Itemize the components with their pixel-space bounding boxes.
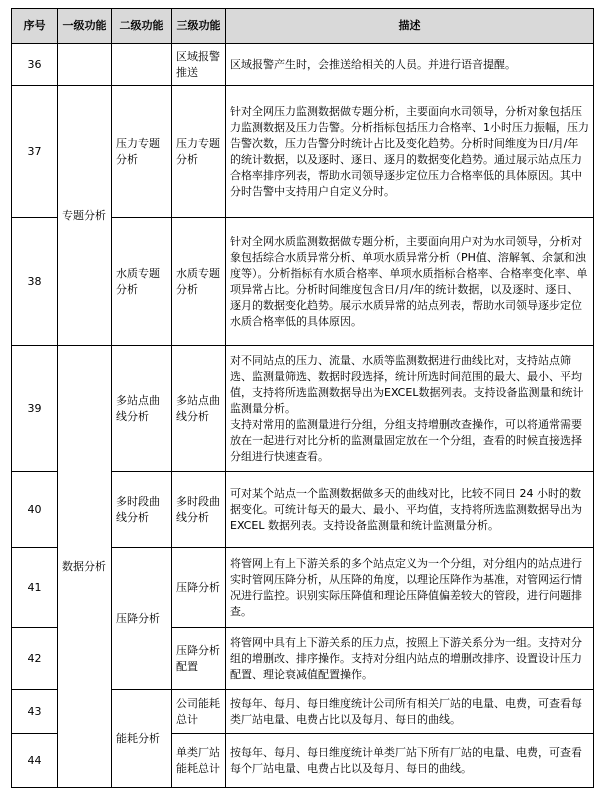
function-table bbox=[11, 8, 594, 788]
row-level2: 压降分析 bbox=[112, 548, 172, 690]
row-desc: 按每年、每月、每日维度统计单类厂站下所有厂站的电量、电费，可查看每个厂站电量、电费占比以及每月、每日的曲线。 bbox=[226, 734, 594, 788]
row-level3: 压降分析 bbox=[172, 548, 226, 628]
row-level2: 能耗分析 bbox=[112, 690, 172, 788]
row-level3: 单类厂站能耗总计 bbox=[172, 734, 226, 788]
table-row bbox=[12, 346, 594, 472]
row-level3: 压力专题分析 bbox=[172, 86, 226, 218]
header-level2: 二级功能 bbox=[112, 9, 172, 44]
row-desc: 按每年、每月、每日维度统计公司所有相关厂站的电量、电费，可查看每类厂站电量、电费占比以及每月、每日的曲线。 bbox=[226, 690, 594, 734]
row-seq: 44 bbox=[12, 734, 58, 788]
row-seq: 41 bbox=[12, 548, 58, 628]
header-seq: 序号 bbox=[12, 9, 58, 44]
row-desc: 区域报警产生时，会推送给相关的人员。并进行语音提醒。 bbox=[226, 44, 594, 86]
row-seq: 36 bbox=[12, 44, 58, 86]
row-level2: 水质专题分析 bbox=[112, 218, 172, 346]
row-level3: 公司能耗总计 bbox=[172, 690, 226, 734]
row-seq: 38 bbox=[12, 218, 58, 346]
row-level2: 多时段曲线分析 bbox=[112, 472, 172, 548]
row-seq: 40 bbox=[12, 472, 58, 548]
row-seq: 37 bbox=[12, 86, 58, 218]
row-level3: 区域报警推送 bbox=[172, 44, 226, 86]
row-level2: 压力专题分析 bbox=[112, 86, 172, 218]
row-level1 bbox=[58, 44, 112, 86]
table-row bbox=[12, 86, 594, 218]
row-desc: 将管网中具有上下游关系的压力点，按照上下游关系分为一组。支持对分组的增删改、排序操作。支持对分组内站点的增删改排序、设置设计压力配置、理论衰减值配置操作。 bbox=[226, 628, 594, 690]
row-desc: 针对全网水质监测数据做专题分析，主要面向用户对为水司领导，分析对象包括综合水质异常分析、单项水质异常分析（PH值、溶解氧、余氯和浊度等）。分析指标有水质合格率、单项水质指标合格率、合格率变化率、单项异常占比。分析时间维度包含日/月/年的统计数据，以及逐时、逐日、逐月的数据变化趋势。展示水质异常的站点列表，帮助水司领导逐步定位水质合格率低的具体原因。 bbox=[226, 218, 594, 346]
row-level3: 多时段曲线分析 bbox=[172, 472, 226, 548]
row-seq: 39 bbox=[12, 346, 58, 472]
row-desc: 针对全网压力监测数据做专题分析，主要面向水司领导，分析对象包括压力监测数据及压力告警。分析指标包括压力合格率、1小时压力振幅，压力告警次数，压力告警分时统计占比及变化趋势。分析时间维度为日/月/年的统计数据，以及逐时、逐日、逐月的数据变化趋势。通过展示站点压力合格率排序列表，帮助水司领导逐步定位压力合格率低的具体原因。其中分时告警中支持用户自定义分时。 bbox=[226, 86, 594, 218]
row-level1: 数据分析 bbox=[58, 346, 112, 788]
row-level1: 专题分析 bbox=[58, 86, 112, 346]
row-level3: 多站点曲线分析 bbox=[172, 346, 226, 472]
header-row bbox=[12, 9, 594, 44]
row-level2 bbox=[112, 44, 172, 86]
row-level3: 水质专题分析 bbox=[172, 218, 226, 346]
header-desc: 描述 bbox=[226, 9, 594, 44]
row-level2: 多站点曲线分析 bbox=[112, 346, 172, 472]
row-desc: 对不同站点的压力、流量、水质等监测数据进行曲线比对，支持站点筛选、监测量筛选、数据时段选择，统计所选时间范围的最大、最小、平均值，支持将所选监测数据导出为EXCEL数据列表。支持设备监测量和统计监测量分析。 支持对常用的监测量进行分组，分组支持增删改查操作，可以将通常需要放在一起进行对比分析的监测量固定放在一个分组，查看的时候直接选择分组进行快速查看。 bbox=[226, 346, 594, 472]
row-seq: 43 bbox=[12, 690, 58, 734]
row-level3: 压降分析配置 bbox=[172, 628, 226, 690]
row-desc: 可对某个站点一个监测数据做多天的曲线对比，比较不同日 24 小时的数据变化。可统计每天的最大、最小、平均值，支持将所选监测数据导出为 EXCEL 数据列表。支持设备监测量和统计监测量分析。 bbox=[226, 472, 594, 548]
header-level3: 三级功能 bbox=[172, 9, 226, 44]
row-seq: 42 bbox=[12, 628, 58, 690]
row-desc: 将管网上有上下游关系的多个站点定义为一个分组，对分组内的站点进行实时管网压降分析，从压降的角度，以理论压降作为基准，对管网运行情况进行监控。识别实际压降值和理论压降值偏差较大的管段，进行问题排查。 bbox=[226, 548, 594, 628]
table-row bbox=[12, 44, 594, 86]
header-level1: 一级功能 bbox=[58, 9, 112, 44]
